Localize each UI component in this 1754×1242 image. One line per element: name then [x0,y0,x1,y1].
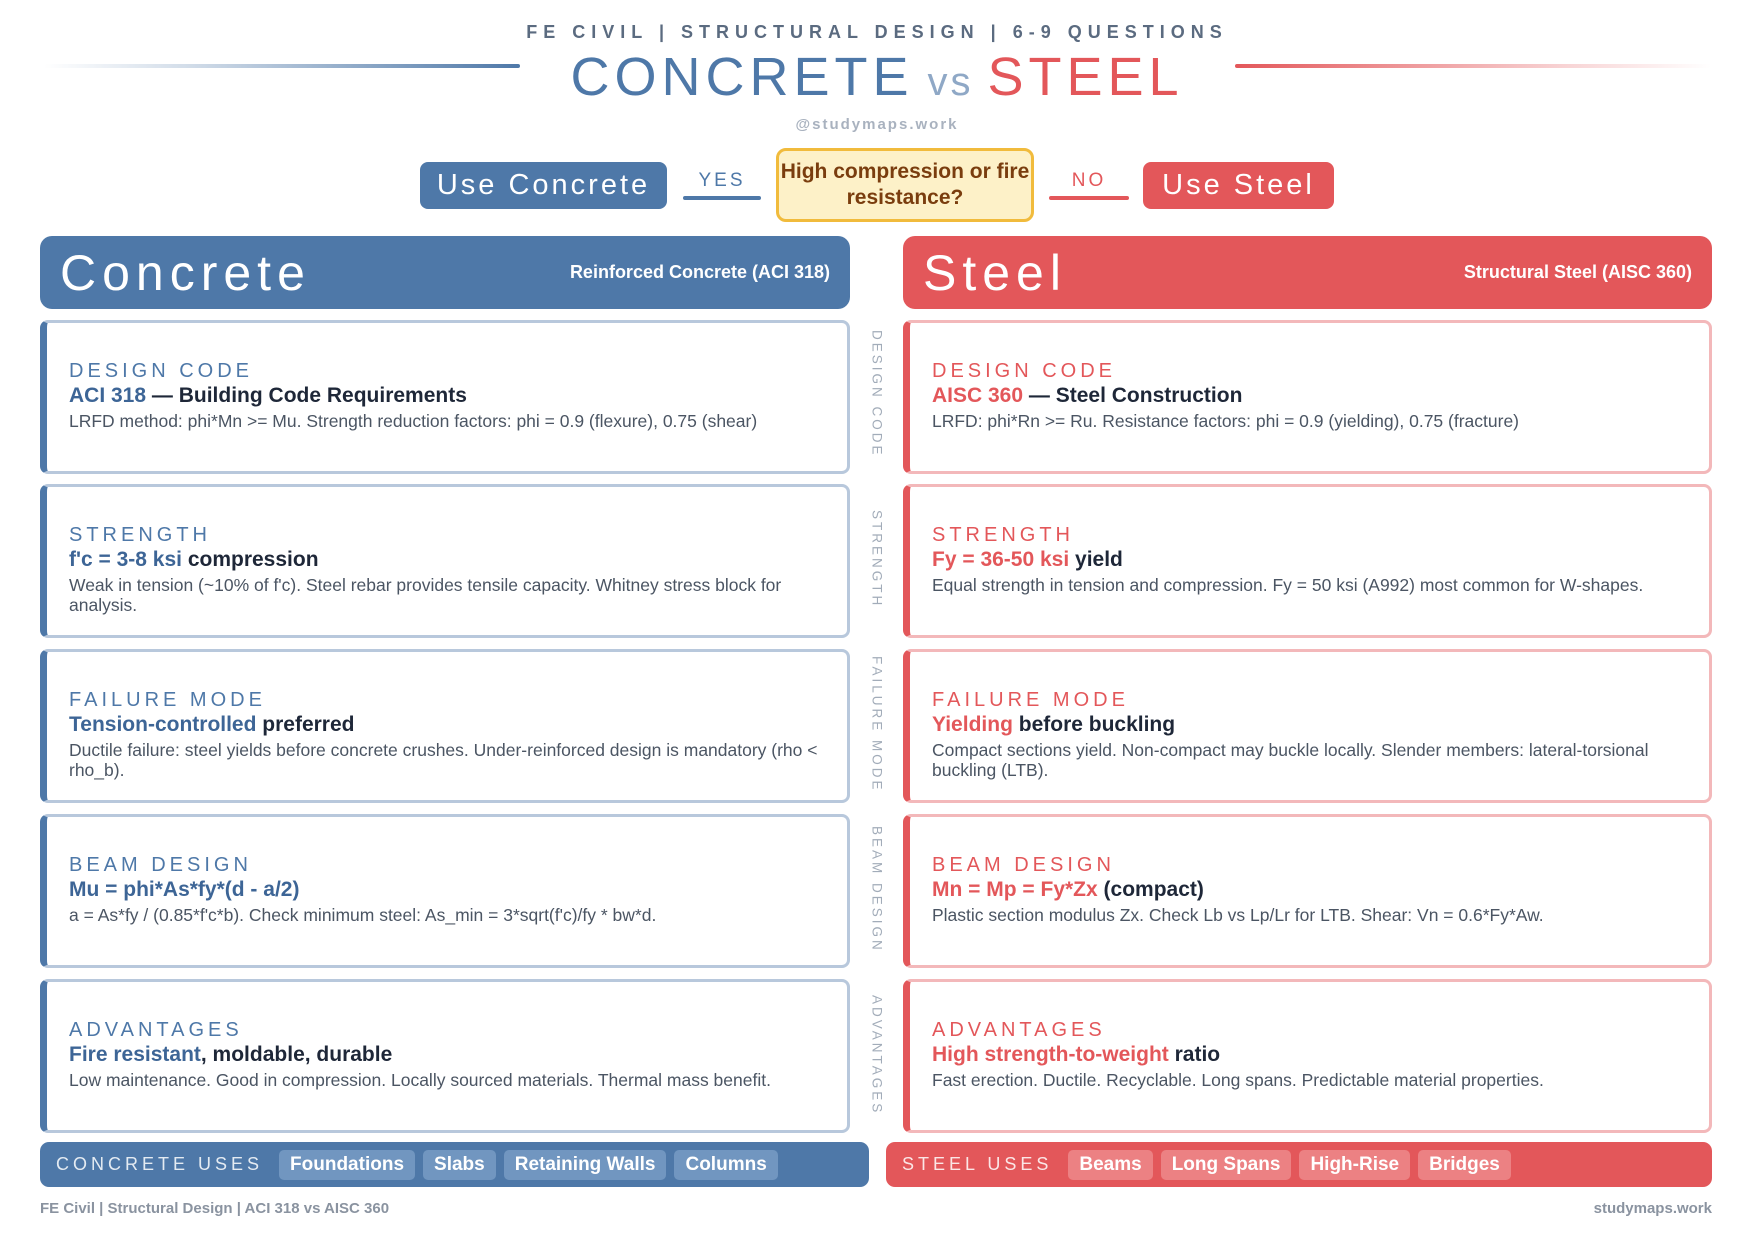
card-detail: Equal strength in tension and compression. Fy = 50 ksi (A992) most common for W-shapes. [932,575,1644,595]
card-highlight: AISC 360 [932,384,1024,407]
steel-card-beam-design [903,814,1712,968]
yes-branch [683,170,761,200]
card-highlight: ACI 318 [69,384,147,407]
concrete-card-beam-design [40,814,850,968]
use-chip-foundations: Foundations [279,1150,415,1180]
card-highlight: f'c = 3-8 ksi [69,548,182,571]
center-label-design-code: DESIGN CODE [869,330,885,458]
title-concrete: CONCRETE [570,47,914,107]
title-vs: vs [927,60,974,104]
card-detail: Fast erection. Ductile. Recyclable. Long spans. Predictable material properties. [932,1070,1544,1090]
card-headline [69,877,825,903]
card-headline [69,547,825,573]
card-label: DESIGN CODE [932,360,1117,382]
card-headline-rest: compression [181,548,319,571]
card-highlight: Fy = 36-50 ksi [932,548,1070,571]
yes-connector [683,196,761,200]
card-detail: Plastic section modulus Zx. Check Lb vs Lp/Lr for LTB. Shear: Vn = 0.6*Fy*Aw. [932,905,1544,925]
card-headline [932,1042,1687,1068]
steel-card-design-code [903,320,1712,474]
card-headline [69,383,825,409]
use-chip-high-rise: High-Rise [1299,1150,1410,1180]
footer-caption: FE Civil | Structural Design | ACI 318 vs AISC 360 [40,1200,390,1217]
no-label: NO [1071,170,1107,191]
concrete-column-header [40,236,850,309]
title-steel: STEEL [987,47,1184,107]
steel-card-strength [903,484,1712,638]
card-label: BEAM DESIGN [932,854,1115,876]
card-label: BEAM DESIGN [69,854,252,876]
card-label: STRENGTH [69,524,211,546]
page-title [0,42,1754,117]
card-label: FAILURE MODE [69,689,266,711]
card-label: FAILURE MODE [932,689,1129,711]
concrete-column-title: Concrete [60,244,311,301]
use-chip-beams: Beams [1068,1150,1152,1180]
concrete-card-failure-mode [40,649,850,803]
concrete-card-advantages [40,979,850,1133]
steel-card-advantages [903,979,1712,1133]
steel-uses-bar [886,1142,1712,1187]
center-label-advantages: ADVANTAGES [869,995,885,1116]
card-highlight: Mu = phi*As*fy*(d - a/2) [69,878,300,901]
card-label: ADVANTAGES [69,1019,243,1041]
card-label: DESIGN CODE [69,360,254,382]
use-chip-slabs: Slabs [423,1150,496,1180]
card-detail: Low maintenance. Good in compression. Locally sourced materials. Thermal mass benefit. [69,1070,771,1090]
card-headline-rest: , moldable, durable [200,1043,393,1066]
card-highlight: Fire resistant [69,1043,201,1066]
center-label-failure-mode: FAILURE MODE [869,656,885,793]
use-chip-bridges: Bridges [1418,1150,1511,1180]
card-detail: Ductile failure: steel yields before concrete crushes. Under-reinforced design is mandatory (rho < rho_b). [69,740,818,780]
card-headline-rest: ratio [1168,1043,1221,1066]
card-headline-rest: (compact) [1097,878,1204,901]
decision-question: High compression or fire resistance? [776,148,1034,222]
steel-column-title: Steel [923,244,1067,301]
card-highlight: High strength-to-weight [932,1043,1169,1066]
card-label: STRENGTH [932,524,1074,546]
card-detail: LRFD method: phi*Mn >= Mu. Strength reduction factors: phi = 0.9 (flexure), 0.75 (shear) [69,411,758,431]
use-concrete-pill: Use Concrete [420,162,667,209]
page-kicker: FE CIVIL | STRUCTURAL DESIGN | 6-9 QUESTIONS [526,22,1228,42]
card-headline [932,712,1687,738]
card-headline-rest: preferred [256,713,355,736]
concrete-card-design-code [40,320,850,474]
card-detail: LRFD: phi*Rn >= Ru. Resistance factors: phi = 0.9 (yielding), 0.75 (fracture) [932,411,1520,431]
concrete-card-strength [40,484,850,638]
card-highlight: Tension-controlled [69,713,257,736]
card-headline-rest: before buckling [1012,713,1176,736]
no-branch [1049,170,1129,200]
steel-column-subtitle: Structural Steel (AISC 360) [1463,262,1692,282]
author-handle: @studymaps.work [795,116,959,133]
card-headline [932,547,1687,573]
concrete-uses-bar [40,1142,869,1187]
steel-card-failure-mode [903,649,1712,803]
card-headline [69,1042,825,1068]
card-headline-rest: — Steel Construction [1023,384,1243,407]
card-headline [69,712,825,738]
use-chip-long-spans: Long Spans [1161,1150,1292,1180]
concrete-column-subtitle: Reinforced Concrete (ACI 318) [569,262,830,282]
steel-column-header [903,236,1712,309]
card-detail: Compact sections yield. Non-compact may buckle locally. Slender members: lateral-torsional buckling (LTB). [932,740,1649,780]
card-detail: Weak in tension (~10% of f'c). Steel rebar provides tensile capacity. Whitney stress block for analysis. [69,575,782,615]
footer-site: studymaps.work [1593,1200,1712,1217]
card-headline-rest: — Building Code Requirements [146,384,467,407]
center-label-beam-design: BEAM DESIGN [869,826,885,953]
card-headline [932,383,1687,409]
center-label-strength: STRENGTH [869,510,885,609]
card-highlight: Mn = Mp = Fy*Zx [932,878,1098,901]
use-chip-retaining-walls: Retaining Walls [504,1150,667,1180]
use-steel-pill: Use Steel [1143,162,1334,209]
yes-label: YES [698,170,746,191]
use-chip-columns: Columns [674,1150,777,1180]
steel-uses-label: STEEL USES [902,1154,1053,1174]
card-detail: a = As*fy / (0.85*f'c*b). Check minimum steel: As_min = 3*sqrt(f'c)/fy * bw*d. [69,905,657,925]
no-connector [1049,196,1129,200]
card-headline-rest: yield [1069,548,1123,571]
card-highlight: Yielding [932,713,1013,736]
card-headline [932,877,1687,903]
concrete-uses-label: CONCRETE USES [56,1154,264,1174]
card-label: ADVANTAGES [932,1019,1106,1041]
